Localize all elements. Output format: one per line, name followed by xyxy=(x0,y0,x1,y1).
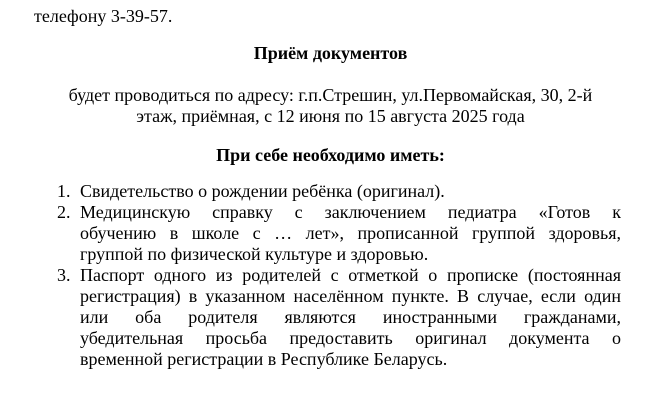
list-item-line: Медицинскую справку с заключением педиатра «Готов к xyxy=(80,202,621,222)
documents-heading: Приём документов xyxy=(253,43,408,63)
phone-line: телефону 3-39-57. xyxy=(34,6,173,26)
address-paragraph xyxy=(40,85,621,127)
list-item-line: временной регистрации в Республике Беларусь. xyxy=(80,349,448,369)
list-item-line: регистрация) в указанном населённом пункте. В случае, если один xyxy=(80,286,621,306)
list-item-line: или оба родителя являются иностранными гражданами, xyxy=(80,307,621,327)
required-heading: При себе необходимо иметь: xyxy=(216,145,445,165)
list-item-line: Свидетельство о рождении ребёнка (оригинал). xyxy=(80,181,445,201)
list-item-number: 1. xyxy=(57,181,71,201)
list-item-number: 3. xyxy=(57,265,71,285)
list-item-line: группой по физической культуре и здоровью. xyxy=(80,244,429,264)
list-item-line: обучению в школе с … лет», прописанной группой здоровья, xyxy=(80,223,621,243)
address-line: этаж, приёмная, с 12 июня по 15 августа 2025 года xyxy=(136,106,525,126)
list-item xyxy=(0,202,621,265)
list-item xyxy=(0,181,621,202)
list-item xyxy=(0,265,621,370)
list-item-number: 2. xyxy=(57,202,71,222)
list-item-line: Паспорт одного из родителей с отметкой о прописке (постоянная xyxy=(80,265,621,285)
required-documents-list xyxy=(0,181,661,370)
address-line: будет проводиться по адресу: г.п.Стрешин, ул.Первомайская, 30, 2-й xyxy=(68,85,593,105)
list-item-line: убедительная просьба предоставить оригинал документа о xyxy=(80,328,621,348)
